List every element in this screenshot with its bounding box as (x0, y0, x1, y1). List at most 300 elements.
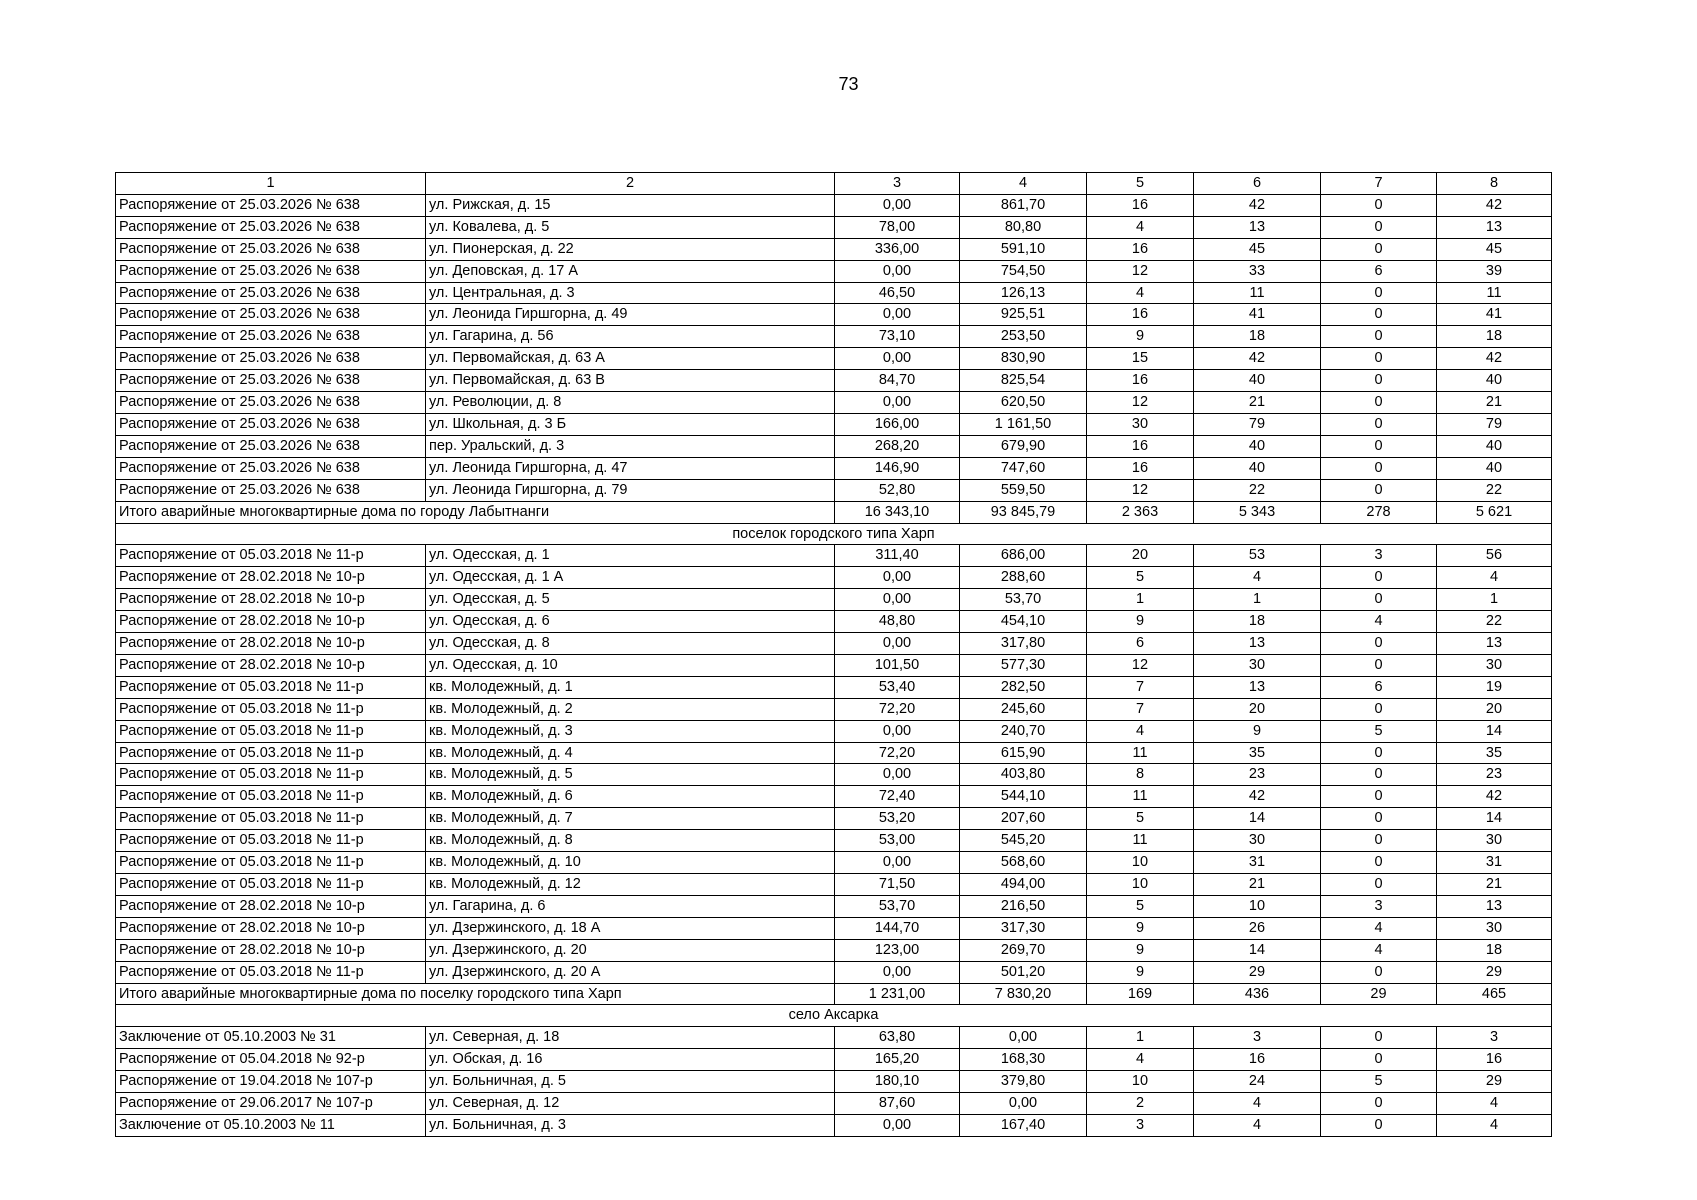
value-cell: 0,00 (960, 1093, 1087, 1115)
value-cell: 18 (1194, 611, 1321, 633)
table-row (116, 808, 1552, 830)
value-cell: 0,00 (960, 1027, 1087, 1049)
address-cell: кв. Молодежный, д. 7 (426, 808, 835, 830)
value-cell: 4 (1087, 1049, 1194, 1071)
value-cell: 29 (1437, 1071, 1552, 1093)
value-cell: 42 (1194, 786, 1321, 808)
total-cell: 1 231,00 (835, 983, 960, 1005)
value-cell: 18 (1194, 326, 1321, 348)
value-cell: 0,00 (835, 852, 960, 874)
column-header: 3 (835, 173, 960, 195)
table-row (116, 917, 1552, 939)
value-cell: 0,00 (835, 260, 960, 282)
table-row (116, 260, 1552, 282)
value-cell: 0,00 (835, 348, 960, 370)
document-cell: Распоряжение от 25.03.2026 № 638 (116, 457, 426, 479)
value-cell: 403,80 (960, 764, 1087, 786)
value-cell: 207,60 (960, 808, 1087, 830)
value-cell: 165,20 (835, 1049, 960, 1071)
value-cell: 4 (1321, 611, 1437, 633)
value-cell: 4 (1321, 939, 1437, 961)
table-row (116, 348, 1552, 370)
document-cell: Распоряжение от 25.03.2026 № 638 (116, 479, 426, 501)
table-row (116, 633, 1552, 655)
value-cell: 311,40 (835, 545, 960, 567)
address-cell: ул. Гагарина, д. 56 (426, 326, 835, 348)
value-cell: 31 (1437, 852, 1552, 874)
value-cell: 0,00 (835, 1114, 960, 1136)
document-cell: Распоряжение от 25.03.2026 № 638 (116, 304, 426, 326)
value-cell: 861,70 (960, 194, 1087, 216)
total-cell: 93 845,79 (960, 501, 1087, 523)
value-cell: 0 (1321, 764, 1437, 786)
value-cell: 0 (1321, 808, 1437, 830)
value-cell: 494,00 (960, 874, 1087, 896)
value-cell: 16 (1087, 194, 1194, 216)
value-cell: 16 (1087, 304, 1194, 326)
value-cell: 35 (1437, 742, 1552, 764)
value-cell: 53 (1194, 545, 1321, 567)
page-number: 73 (838, 74, 859, 94)
value-cell: 56 (1437, 545, 1552, 567)
value-cell: 13 (1194, 216, 1321, 238)
section-title: поселок городского типа Харп (116, 523, 1552, 545)
document-cell: Распоряжение от 25.03.2026 № 638 (116, 326, 426, 348)
value-cell: 21 (1437, 874, 1552, 896)
value-cell: 5 (1087, 567, 1194, 589)
document-cell: Распоряжение от 05.03.2018 № 11-р (116, 676, 426, 698)
value-cell: 26 (1194, 917, 1321, 939)
table-row (116, 589, 1552, 611)
value-cell: 42 (1194, 194, 1321, 216)
table-row (116, 457, 1552, 479)
value-cell: 79 (1437, 413, 1552, 435)
value-cell: 0,00 (835, 304, 960, 326)
table-row (116, 939, 1552, 961)
address-cell: кв. Молодежный, д. 2 (426, 698, 835, 720)
value-cell: 3 (1087, 1114, 1194, 1136)
value-cell: 20 (1437, 698, 1552, 720)
value-cell: 41 (1437, 304, 1552, 326)
value-cell: 9 (1194, 720, 1321, 742)
value-cell: 30 (1194, 830, 1321, 852)
value-cell: 0 (1321, 698, 1437, 720)
address-cell: ул. Деповская, д. 17 А (426, 260, 835, 282)
value-cell: 9 (1087, 326, 1194, 348)
value-cell: 53,20 (835, 808, 960, 830)
column-number-row (116, 173, 1552, 195)
table-row (116, 479, 1552, 501)
value-cell: 180,10 (835, 1071, 960, 1093)
table-row (116, 238, 1552, 260)
address-cell: кв. Молодежный, д. 10 (426, 852, 835, 874)
value-cell: 0 (1321, 238, 1437, 260)
value-cell: 13 (1437, 895, 1552, 917)
value-cell: 282,50 (960, 676, 1087, 698)
document-cell: Распоряжение от 05.03.2018 № 11-р (116, 764, 426, 786)
document-cell: Распоряжение от 25.03.2026 № 638 (116, 392, 426, 414)
value-cell: 0,00 (835, 589, 960, 611)
value-cell: 71,50 (835, 874, 960, 896)
address-cell: ул. Больничная, д. 5 (426, 1071, 835, 1093)
value-cell: 0 (1321, 1093, 1437, 1115)
table-row (116, 282, 1552, 304)
emergency-housing-table (115, 172, 1552, 1137)
document-cell: Распоряжение от 25.03.2026 № 638 (116, 370, 426, 392)
value-cell: 9 (1087, 939, 1194, 961)
document-cell: Распоряжение от 28.02.2018 № 10-р (116, 654, 426, 676)
table-row (116, 1071, 1552, 1093)
value-cell: 9 (1087, 961, 1194, 983)
address-cell: ул. Обская, д. 16 (426, 1049, 835, 1071)
value-cell: 12 (1087, 260, 1194, 282)
value-cell: 288,60 (960, 567, 1087, 589)
value-cell: 4 (1437, 1114, 1552, 1136)
value-cell: 12 (1087, 654, 1194, 676)
value-cell: 686,00 (960, 545, 1087, 567)
total-label: Итого аварийные многоквартирные дома по поселку городского типа Харп (116, 983, 835, 1005)
value-cell: 22 (1437, 479, 1552, 501)
value-cell: 14 (1194, 808, 1321, 830)
value-cell: 84,70 (835, 370, 960, 392)
column-header: 7 (1321, 173, 1437, 195)
total-cell: 465 (1437, 983, 1552, 1005)
document-cell: Распоряжение от 25.03.2026 № 638 (116, 194, 426, 216)
address-cell: ул. Пионерская, д. 22 (426, 238, 835, 260)
total-cell: 5 343 (1194, 501, 1321, 523)
address-cell: ул. Леонида Гиршгорна, д. 47 (426, 457, 835, 479)
table-row (116, 611, 1552, 633)
value-cell: 268,20 (835, 435, 960, 457)
value-cell: 1 (1194, 589, 1321, 611)
value-cell: 754,50 (960, 260, 1087, 282)
value-cell: 1 (1437, 589, 1552, 611)
total-cell: 169 (1087, 983, 1194, 1005)
value-cell: 42 (1437, 786, 1552, 808)
value-cell: 29 (1194, 961, 1321, 983)
value-cell: 0 (1321, 786, 1437, 808)
column-header: 2 (426, 173, 835, 195)
table-row (116, 1093, 1552, 1115)
address-cell: ул. Дзержинского, д. 20 А (426, 961, 835, 983)
table-row (116, 304, 1552, 326)
column-header: 1 (116, 173, 426, 195)
document-cell: Распоряжение от 28.02.2018 № 10-р (116, 895, 426, 917)
address-cell: ул. Северная, д. 12 (426, 1093, 835, 1115)
table-row (116, 370, 1552, 392)
table-row (116, 742, 1552, 764)
value-cell: 53,40 (835, 676, 960, 698)
value-cell: 40 (1437, 457, 1552, 479)
value-cell: 45 (1437, 238, 1552, 260)
total-label: Итого аварийные многоквартирные дома по городу Лабытнанги (116, 501, 835, 523)
column-header: 8 (1437, 173, 1552, 195)
value-cell: 23 (1437, 764, 1552, 786)
value-cell: 559,50 (960, 479, 1087, 501)
value-cell: 747,60 (960, 457, 1087, 479)
table-row (116, 786, 1552, 808)
value-cell: 10 (1087, 874, 1194, 896)
section-row (116, 1005, 1552, 1027)
value-cell: 53,70 (835, 895, 960, 917)
address-cell: ул. Ковалева, д. 5 (426, 216, 835, 238)
document-cell: Распоряжение от 25.03.2026 № 638 (116, 216, 426, 238)
value-cell: 16 (1087, 457, 1194, 479)
value-cell: 14 (1437, 720, 1552, 742)
section-row (116, 523, 1552, 545)
value-cell: 13 (1194, 633, 1321, 655)
value-cell: 72,40 (835, 786, 960, 808)
table-row (116, 720, 1552, 742)
value-cell: 0 (1321, 830, 1437, 852)
value-cell: 0 (1321, 216, 1437, 238)
value-cell: 544,10 (960, 786, 1087, 808)
value-cell: 11 (1087, 830, 1194, 852)
value-cell: 0 (1321, 1114, 1437, 1136)
value-cell: 46,50 (835, 282, 960, 304)
value-cell: 16 (1194, 1049, 1321, 1071)
value-cell: 22 (1437, 611, 1552, 633)
value-cell: 0 (1321, 961, 1437, 983)
value-cell: 0,00 (835, 567, 960, 589)
value-cell: 825,54 (960, 370, 1087, 392)
value-cell: 0,00 (835, 961, 960, 983)
document-cell: Распоряжение от 28.02.2018 № 10-р (116, 939, 426, 961)
value-cell: 4 (1194, 567, 1321, 589)
address-cell: пер. Уральский, д. 3 (426, 435, 835, 457)
value-cell: 126,13 (960, 282, 1087, 304)
value-cell: 0 (1321, 589, 1437, 611)
value-cell: 11 (1087, 786, 1194, 808)
value-cell: 73,10 (835, 326, 960, 348)
value-cell: 63,80 (835, 1027, 960, 1049)
table-row (116, 676, 1552, 698)
value-cell: 3 (1321, 895, 1437, 917)
document-cell: Распоряжение от 25.03.2026 № 638 (116, 435, 426, 457)
value-cell: 40 (1437, 370, 1552, 392)
value-cell: 29 (1437, 961, 1552, 983)
value-cell: 4 (1437, 567, 1552, 589)
table-row (116, 764, 1552, 786)
value-cell: 40 (1194, 435, 1321, 457)
value-cell: 10 (1194, 895, 1321, 917)
document-cell: Распоряжение от 19.04.2018 № 107-р (116, 1071, 426, 1093)
table-row (116, 1114, 1552, 1136)
document-cell: Распоряжение от 05.03.2018 № 11-р (116, 852, 426, 874)
value-cell: 16 (1087, 238, 1194, 260)
value-cell: 0,00 (835, 392, 960, 414)
document-cell: Распоряжение от 05.03.2018 № 11-р (116, 874, 426, 896)
value-cell: 78,00 (835, 216, 960, 238)
value-cell: 42 (1194, 348, 1321, 370)
value-cell: 7 (1087, 698, 1194, 720)
value-cell: 1 161,50 (960, 413, 1087, 435)
value-cell: 21 (1437, 392, 1552, 414)
value-cell: 568,60 (960, 852, 1087, 874)
value-cell: 925,51 (960, 304, 1087, 326)
value-cell: 101,50 (835, 654, 960, 676)
value-cell: 0 (1321, 1049, 1437, 1071)
value-cell: 40 (1194, 457, 1321, 479)
address-cell: кв. Молодежный, д. 5 (426, 764, 835, 786)
value-cell: 10 (1087, 852, 1194, 874)
value-cell: 0 (1321, 654, 1437, 676)
value-cell: 87,60 (835, 1093, 960, 1115)
value-cell: 80,80 (960, 216, 1087, 238)
value-cell: 615,90 (960, 742, 1087, 764)
value-cell: 0 (1321, 457, 1437, 479)
value-cell: 5 (1321, 720, 1437, 742)
address-cell: ул. Леонида Гиршгорна, д. 49 (426, 304, 835, 326)
address-cell: ул. Больничная, д. 3 (426, 1114, 835, 1136)
value-cell: 166,00 (835, 413, 960, 435)
value-cell: 1 (1087, 589, 1194, 611)
value-cell: 9 (1087, 611, 1194, 633)
table-row (116, 1027, 1552, 1049)
value-cell: 0 (1321, 435, 1437, 457)
address-cell: ул. Одесская, д. 1 (426, 545, 835, 567)
table-row (116, 698, 1552, 720)
document-cell: Распоряжение от 05.03.2018 № 11-р (116, 545, 426, 567)
document-cell: Распоряжение от 05.04.2018 № 92-р (116, 1049, 426, 1071)
value-cell: 18 (1437, 939, 1552, 961)
value-cell: 0,00 (835, 764, 960, 786)
address-cell: ул. Леонида Гиршгорна, д. 79 (426, 479, 835, 501)
value-cell: 16 (1437, 1049, 1552, 1071)
table-row (116, 435, 1552, 457)
total-cell: 5 621 (1437, 501, 1552, 523)
value-cell: 30 (1437, 654, 1552, 676)
value-cell: 0 (1321, 326, 1437, 348)
address-cell: ул. Гагарина, д. 6 (426, 895, 835, 917)
value-cell: 48,80 (835, 611, 960, 633)
value-cell: 40 (1194, 370, 1321, 392)
value-cell: 167,40 (960, 1114, 1087, 1136)
value-cell: 21 (1194, 392, 1321, 414)
value-cell: 11 (1087, 742, 1194, 764)
value-cell: 0 (1321, 479, 1437, 501)
value-cell: 5 (1087, 895, 1194, 917)
total-cell: 436 (1194, 983, 1321, 1005)
address-cell: ул. Дзержинского, д. 20 (426, 939, 835, 961)
value-cell: 5 (1321, 1071, 1437, 1093)
value-cell: 21 (1194, 874, 1321, 896)
value-cell: 53,70 (960, 589, 1087, 611)
document-cell: Распоряжение от 29.06.2017 № 107-р (116, 1093, 426, 1115)
address-cell: кв. Молодежный, д. 8 (426, 830, 835, 852)
value-cell: 168,30 (960, 1049, 1087, 1071)
document-cell: Распоряжение от 05.03.2018 № 11-р (116, 786, 426, 808)
value-cell: 10 (1087, 1071, 1194, 1093)
value-cell: 35 (1194, 742, 1321, 764)
value-cell: 830,90 (960, 348, 1087, 370)
total-cell: 2 363 (1087, 501, 1194, 523)
value-cell: 144,70 (835, 917, 960, 939)
address-cell: ул. Центральная, д. 3 (426, 282, 835, 304)
value-cell: 79 (1194, 413, 1321, 435)
value-cell: 0,00 (835, 194, 960, 216)
value-cell: 3 (1321, 545, 1437, 567)
value-cell: 30 (1437, 830, 1552, 852)
address-cell: кв. Молодежный, д. 4 (426, 742, 835, 764)
value-cell: 72,20 (835, 698, 960, 720)
document-cell: Распоряжение от 05.03.2018 № 11-р (116, 720, 426, 742)
table-row (116, 874, 1552, 896)
address-cell: ул. Одесская, д. 1 А (426, 567, 835, 589)
document-cell: Распоряжение от 05.03.2018 № 11-р (116, 742, 426, 764)
address-cell: ул. Рижская, д. 15 (426, 194, 835, 216)
value-cell: 7 (1087, 676, 1194, 698)
value-cell: 123,00 (835, 939, 960, 961)
value-cell: 24 (1194, 1071, 1321, 1093)
value-cell: 33 (1194, 260, 1321, 282)
section-title: село Аксарка (116, 1005, 1552, 1027)
value-cell: 16 (1087, 370, 1194, 392)
document-cell: Распоряжение от 05.03.2018 № 11-р (116, 808, 426, 830)
value-cell: 3 (1194, 1027, 1321, 1049)
value-cell: 42 (1437, 348, 1552, 370)
value-cell: 39 (1437, 260, 1552, 282)
value-cell: 6 (1321, 676, 1437, 698)
address-cell: ул. Одесская, д. 10 (426, 654, 835, 676)
address-cell: ул. Одесская, д. 6 (426, 611, 835, 633)
value-cell: 30 (1087, 413, 1194, 435)
address-cell: ул. Одесская, д. 5 (426, 589, 835, 611)
value-cell: 11 (1194, 282, 1321, 304)
total-cell: 29 (1321, 983, 1437, 1005)
table-row (116, 830, 1552, 852)
address-cell: кв. Молодежный, д. 3 (426, 720, 835, 742)
document-cell: Заключение от 05.10.2003 № 31 (116, 1027, 426, 1049)
table-row (116, 392, 1552, 414)
table-row (116, 895, 1552, 917)
value-cell: 0 (1321, 633, 1437, 655)
value-cell: 20 (1194, 698, 1321, 720)
document-cell: Распоряжение от 28.02.2018 № 10-р (116, 917, 426, 939)
value-cell: 216,50 (960, 895, 1087, 917)
value-cell: 41 (1194, 304, 1321, 326)
value-cell: 4 (1437, 1093, 1552, 1115)
address-cell: ул. Одесская, д. 8 (426, 633, 835, 655)
value-cell: 22 (1194, 479, 1321, 501)
table-row (116, 567, 1552, 589)
value-cell: 42 (1437, 194, 1552, 216)
value-cell: 13 (1437, 633, 1552, 655)
value-cell: 679,90 (960, 435, 1087, 457)
document-cell: Распоряжение от 05.03.2018 № 11-р (116, 961, 426, 983)
value-cell: 0 (1321, 304, 1437, 326)
value-cell: 501,20 (960, 961, 1087, 983)
value-cell: 269,70 (960, 939, 1087, 961)
document-cell: Распоряжение от 28.02.2018 № 10-р (116, 611, 426, 633)
total-cell: 278 (1321, 501, 1437, 523)
value-cell: 12 (1087, 479, 1194, 501)
value-cell: 0,00 (835, 720, 960, 742)
document-cell: Заключение от 05.10.2003 № 11 (116, 1114, 426, 1136)
value-cell: 13 (1194, 676, 1321, 698)
value-cell: 0 (1321, 194, 1437, 216)
value-cell: 2 (1087, 1093, 1194, 1115)
value-cell: 0 (1321, 742, 1437, 764)
value-cell: 11 (1437, 282, 1552, 304)
table-row (116, 326, 1552, 348)
address-cell: ул. Первомайская, д. 63 В (426, 370, 835, 392)
value-cell: 240,70 (960, 720, 1087, 742)
value-cell: 0 (1321, 370, 1437, 392)
value-cell: 14 (1437, 808, 1552, 830)
value-cell: 52,80 (835, 479, 960, 501)
address-cell: кв. Молодежный, д. 1 (426, 676, 835, 698)
